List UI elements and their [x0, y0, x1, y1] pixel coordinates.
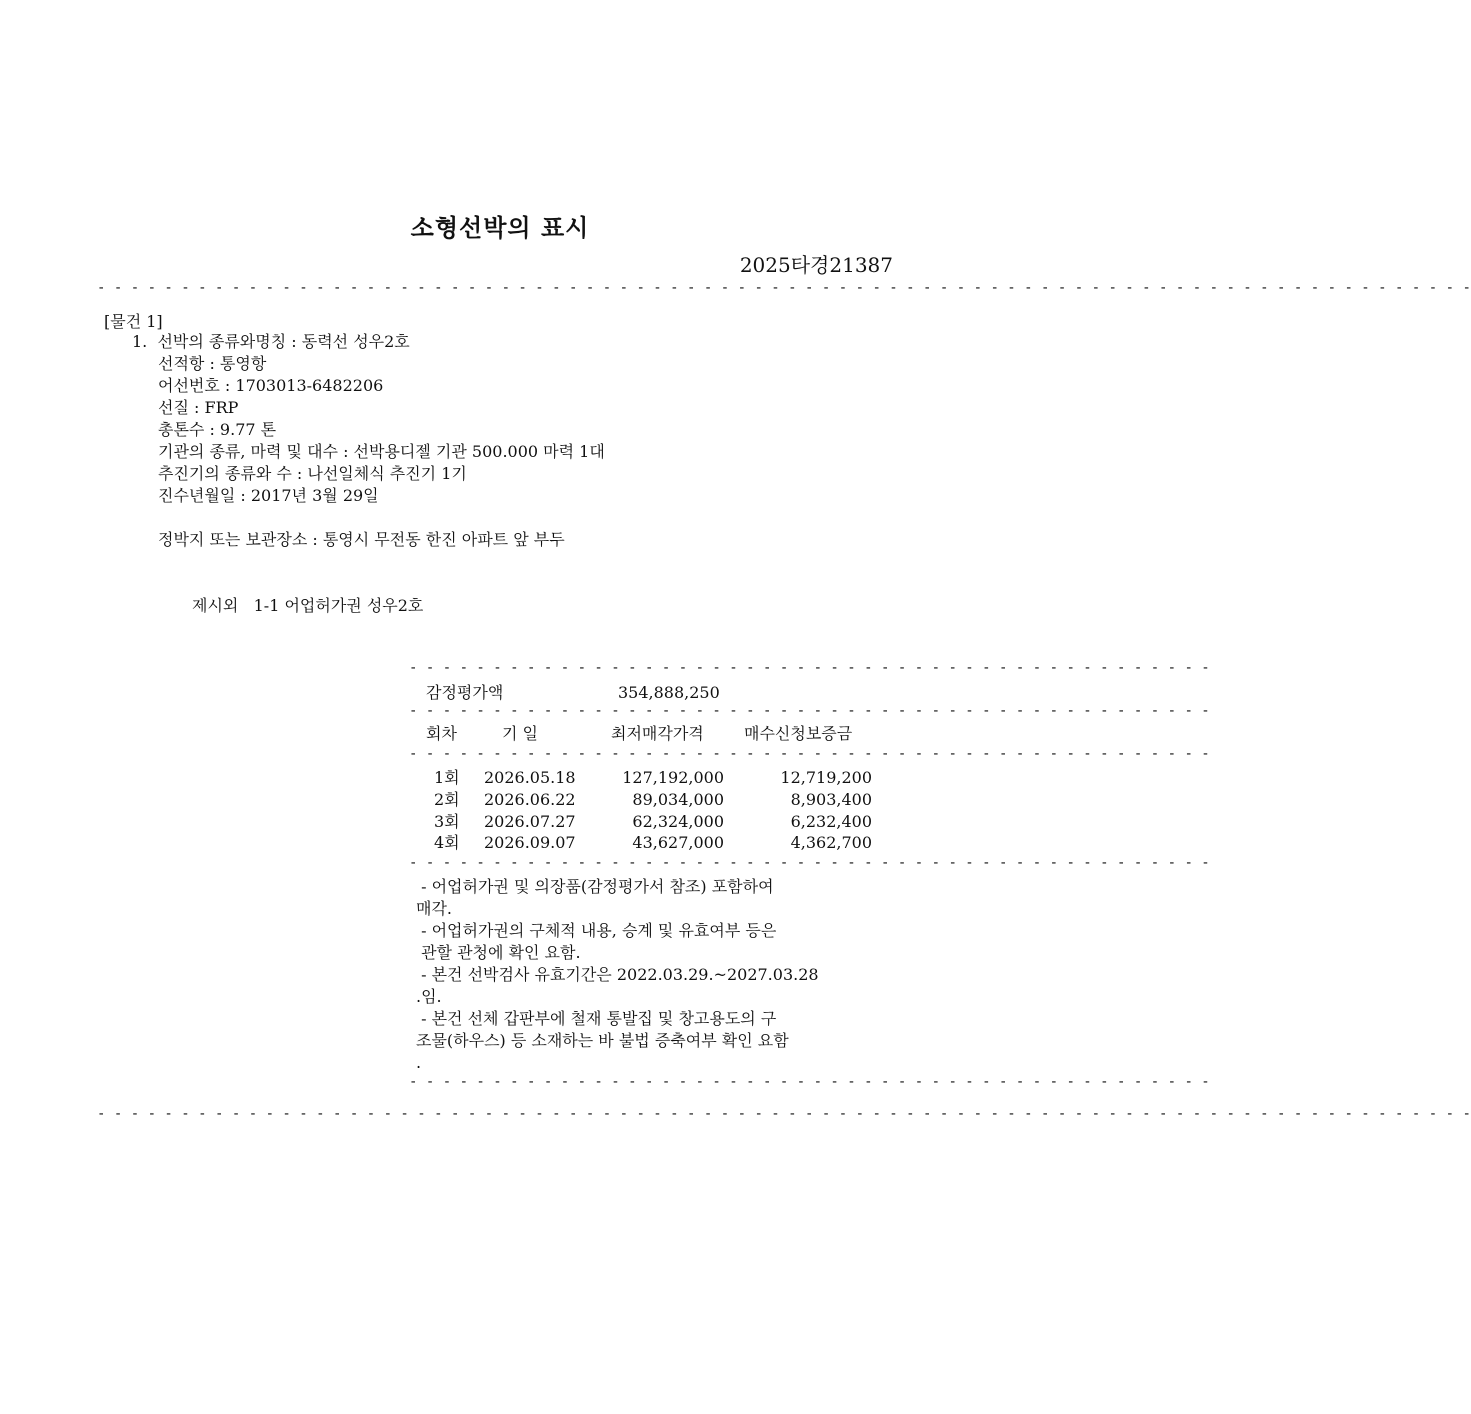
- row-date: 2026.07.27: [484, 812, 576, 831]
- item-line: 어선번호 : 1703013-6482206: [158, 376, 384, 395]
- note-line: 관할 관청에 확인 요함.: [416, 943, 581, 962]
- row-date: 2026.06.22: [484, 790, 576, 809]
- note-line: 조물(하우스) 등 소재하는 바 불법 증축여부 확인 요함: [416, 1031, 789, 1050]
- row-deposit: 6,232,400: [790, 812, 872, 831]
- row-date: 2026.09.07: [484, 833, 576, 852]
- berth-line: 정박지 또는 보관장소 : 통영시 무전동 한진 아파트 앞 부두: [158, 530, 565, 549]
- row-min-price: 62,324,000: [632, 812, 724, 831]
- header-deposit: 매수신청보증금: [744, 724, 853, 743]
- header-min-price: 최저매각가격: [611, 724, 704, 743]
- row-deposit: 4,362,700: [790, 833, 872, 852]
- table-divider: - - - - - - - - - - - - - - - - - - - - - - - - - - - - - - - - - - - - - - - - - - - - - - - -: [409, 660, 1210, 676]
- row-min-price: 89,034,000: [632, 790, 724, 809]
- divider-top: - - - - - - - - - - - - - - - - - - - - - - - - - - - - - - - - - - - - - - - - - - - - - - - - - - - - - - - - - - - - - - - - - - - - - - - - - - - - - - - - - -: [97, 280, 1471, 296]
- note-line: .: [416, 1053, 422, 1072]
- note-line: - 어업허가권 및 의장품(감정평가서 참조) 포함하여: [416, 877, 774, 896]
- page-title: 소형선박의 표시: [410, 214, 590, 242]
- item-line: 총톤수 : 9.77 톤: [158, 420, 277, 439]
- table-divider: - - - - - - - - - - - - - - - - - - - - - - - - - - - - - - - - - - - - - - - - - - - - - - - -: [409, 746, 1210, 762]
- item-header: [물건 1]: [104, 312, 163, 331]
- case-number: 2025타경21387: [739, 253, 893, 277]
- row-min-price: 43,627,000: [632, 833, 724, 852]
- row-min-price: 127,192,000: [622, 768, 724, 787]
- row-round: 1회: [434, 768, 460, 787]
- appraisal-value: 354,888,250: [618, 683, 720, 702]
- note-line: .임.: [416, 987, 442, 1006]
- excluded-line: 제시외 1-1 어업허가권 성우2호: [192, 596, 424, 615]
- row-round: 4회: [434, 833, 460, 852]
- divider-bottom: - - - - - - - - - - - - - - - - - - - - - - - - - - - - - - - - - - - - - - - - - - - - - - - - - - - - - - - - - - - - - - - - - - - - - - - - - - - - - - - - - -: [97, 1106, 1471, 1122]
- note-line: - 본건 선박검사 유효기간은 2022.03.29.~2027.03.28: [416, 965, 819, 984]
- item-line: 선질 : FRP: [158, 398, 239, 417]
- item-line: 1. 선박의 종류와명칭 : 동력선 성우2호: [132, 332, 410, 351]
- item-line: 선적항 : 통영항: [158, 354, 267, 373]
- item-line: 추진기의 종류와 수 : 나선일체식 추진기 1기: [158, 464, 467, 483]
- table-divider: - - - - - - - - - - - - - - - - - - - - - - - - - - - - - - - - - - - - - - - - - - - - - - - -: [409, 1074, 1210, 1090]
- table-divider: - - - - - - - - - - - - - - - - - - - - - - - - - - - - - - - - - - - - - - - - - - - - - - - -: [409, 703, 1210, 719]
- row-date: 2026.05.18: [484, 768, 576, 787]
- row-round: 2회: [434, 790, 460, 809]
- header-round: 회차: [426, 724, 457, 743]
- appraisal-label: 감정평가액: [426, 683, 504, 702]
- header-date: 기 일: [502, 724, 538, 743]
- note-line: 매각.: [416, 899, 452, 918]
- item-line: 기관의 종류, 마력 및 대수 : 선박용디젤 기관 500.000 마력 1대: [158, 442, 605, 461]
- row-deposit: 12,719,200: [780, 768, 872, 787]
- note-line: - 어업허가권의 구체적 내용, 승계 및 유효여부 등은: [416, 921, 777, 940]
- note-line: - 본건 선체 갑판부에 철재 통발집 및 창고용도의 구: [416, 1009, 777, 1028]
- row-deposit: 8,903,400: [790, 790, 872, 809]
- item-line: 진수년월일 : 2017년 3월 29일: [158, 486, 379, 505]
- row-round: 3회: [434, 812, 460, 831]
- table-divider: - - - - - - - - - - - - - - - - - - - - - - - - - - - - - - - - - - - - - - - - - - - - - - - -: [409, 855, 1210, 871]
